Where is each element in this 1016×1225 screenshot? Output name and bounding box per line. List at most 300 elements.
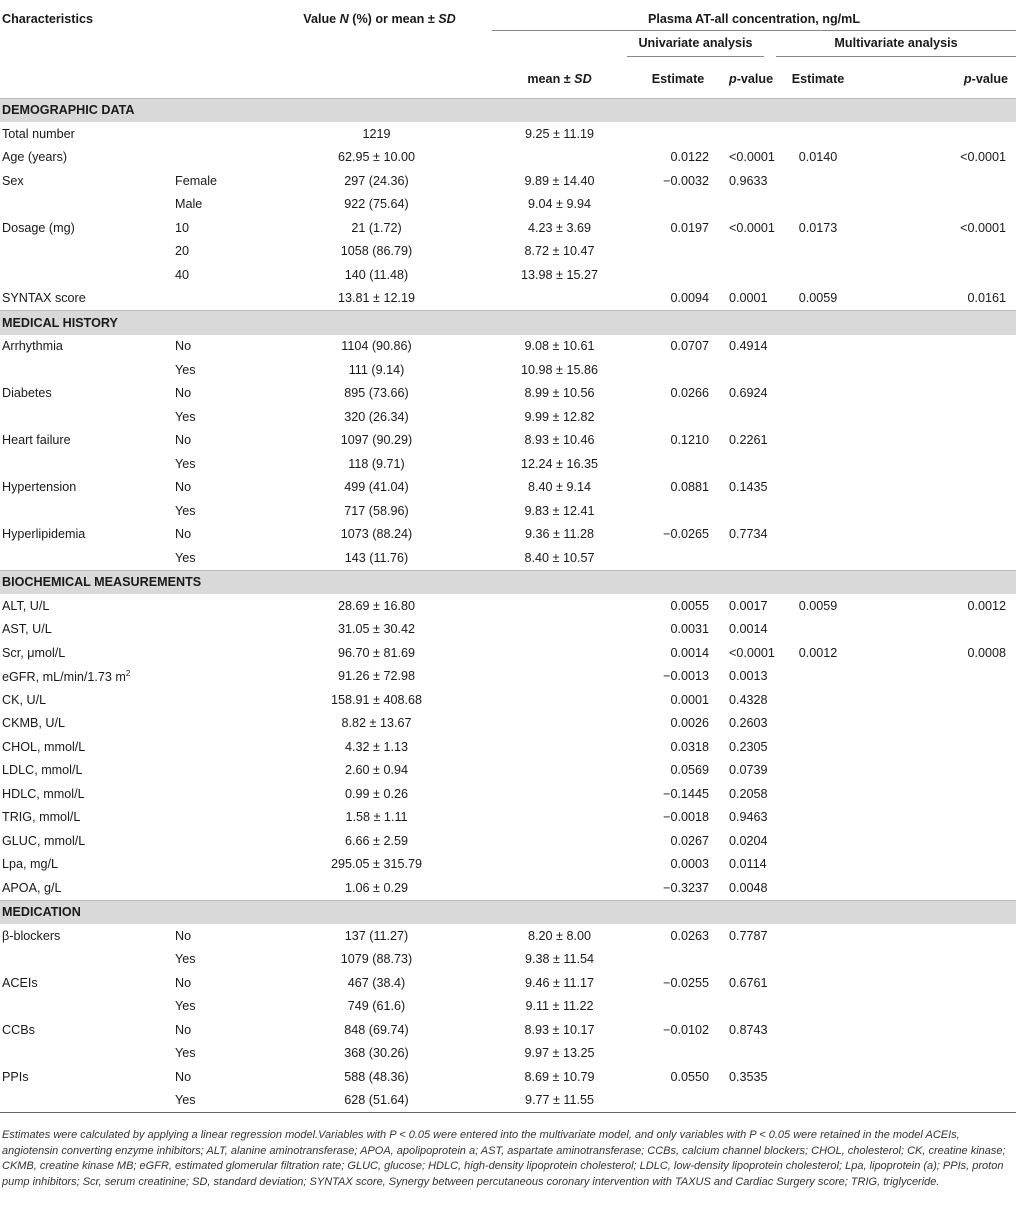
mean-sd-cell: 8.93 ± 10.17 — [524, 1022, 595, 1037]
multi-pvalue-cell — [872, 759, 1016, 783]
multi-pvalue-cell — [872, 429, 1016, 453]
table-row — [0, 382, 1016, 406]
category-cell — [173, 712, 267, 736]
characteristic-cell: APOA, g/L — [2, 880, 62, 895]
category-cell — [173, 806, 267, 830]
multi-pvalue-cell — [872, 688, 1016, 712]
uni-pvalue-cell: 0.7734 — [729, 527, 768, 542]
characteristic-cell: Age (years) — [2, 150, 68, 165]
mean-sd-cell — [492, 594, 627, 618]
multi-estimate-cell: 0.0140 — [798, 150, 838, 165]
uni-estimate-cell: 0.0122 — [670, 150, 710, 165]
category-cell: Yes — [175, 952, 196, 967]
multi-pvalue-cell — [872, 1018, 1016, 1042]
table-row — [0, 1089, 1016, 1113]
multi-estimate-cell — [764, 335, 872, 359]
value-cell: 368 (30.26) — [344, 1046, 409, 1061]
table-row — [0, 641, 1016, 665]
characteristic-cell: Hypertension — [2, 480, 77, 495]
characteristic-cell: Scr, μmol/L — [2, 645, 66, 660]
multi-pvalue-cell — [872, 665, 1016, 689]
section-title: MEDICAL HISTORY — [0, 311, 1016, 335]
category-cell — [173, 853, 267, 877]
uni-estimate-cell: 0.0318 — [670, 739, 710, 754]
multi-pvalue-cell — [872, 806, 1016, 830]
characteristic-cell: CK, U/L — [2, 692, 47, 707]
table-row — [0, 1065, 1016, 1089]
category-cell — [173, 146, 267, 170]
multi-pvalue-cell — [872, 995, 1016, 1019]
characteristic-cell: Lpa, mg/L — [2, 857, 59, 872]
uni-estimate-cell — [627, 405, 729, 429]
multi-pvalue-cell — [872, 405, 1016, 429]
uni-estimate-cell — [627, 546, 729, 570]
mean-sd-cell: 9.97 ± 13.25 — [524, 1046, 595, 1061]
table-row — [0, 263, 1016, 287]
table-row — [0, 523, 1016, 547]
uni-estimate-cell: 0.0094 — [670, 291, 710, 306]
uni-pvalue-cell — [729, 122, 764, 146]
section-row — [0, 570, 1016, 594]
mean-sd-cell: 8.69 ± 10.79 — [524, 1069, 595, 1084]
table-row — [0, 452, 1016, 476]
uni-estimate-cell: 0.0031 — [670, 622, 710, 637]
category-cell — [173, 688, 267, 712]
value-cell: 91.26 ± 72.98 — [338, 669, 415, 684]
category-cell — [173, 594, 267, 618]
category-cell — [173, 876, 267, 900]
category-cell: No — [175, 339, 192, 354]
category-cell: Yes — [175, 999, 196, 1014]
characteristic-cell: β-blockers — [2, 928, 61, 943]
mean-sd-cell: 8.40 ± 9.14 — [528, 480, 591, 495]
section-row — [0, 311, 1016, 335]
table-row — [0, 1018, 1016, 1042]
table-row — [0, 948, 1016, 972]
multi-estimate-cell — [764, 523, 872, 547]
header-univariate: Univariate analysis — [627, 30, 764, 61]
header-plasma: Plasma AT-all concentration, ng/mL — [492, 0, 1016, 30]
table-row — [0, 287, 1016, 311]
characteristic-cell: Sex — [2, 173, 24, 188]
value-cell: 0.99 ± 0.26 — [345, 786, 408, 801]
uni-estimate-cell: −0.0255 — [663, 975, 710, 990]
multi-pvalue-cell — [872, 193, 1016, 217]
uni-estimate-cell: 0.0267 — [670, 833, 710, 848]
multi-pvalue-cell — [872, 263, 1016, 287]
table-row — [0, 429, 1016, 453]
table-row — [0, 995, 1016, 1019]
value-cell: 158.91 ± 408.68 — [331, 692, 422, 707]
uni-estimate-cell — [627, 452, 729, 476]
category-cell — [173, 287, 267, 311]
category-cell — [173, 829, 267, 853]
table-footnote: Estimates were calculated by applying a linear regression model.Variables with P < 0.05 were entered into the multivariate model, and only variables with P < 0.05 were retained in the model ACEIs, angiotensin converting enzyme inhibitors; ALT, alanine aminotransferase; APOA, apolipoprotein a; AST, aspartate aminotransferase; CCBs, calcium channel blockers; CHOL, cholesterol; CK, creatine kinase; CKMB, creatine kinase MB; eGFR, estimated glomerular filtration rate; GLUC, glucose; HDLC, high-density lipoprotein cholesterol; LDLC, low-density lipoprotein cholesterol; Lpa, lipoprotein (a); PPIs, proton pump inhibitors; Scr, serum creatinine; SD, standard deviation; SYNTAX score, Synergy between percutaneous coronary intervention with TAXUS and Cardiac Surgery score; TRIG, triglyceride. — [2, 1129, 1006, 1188]
mean-sd-cell: 9.83 ± 12.41 — [524, 503, 595, 518]
value-cell: 1.06 ± 0.29 — [345, 880, 408, 895]
value-cell: 1058 (86.79) — [340, 244, 413, 259]
uni-pvalue-cell — [729, 193, 764, 217]
superscript: 2 — [125, 668, 131, 678]
value-cell: 320 (26.34) — [344, 409, 409, 424]
uni-estimate-cell: 0.0055 — [670, 598, 710, 613]
mean-sd-cell: 8.40 ± 10.57 — [524, 550, 595, 565]
multi-pvalue-cell — [872, 853, 1016, 877]
uni-pvalue-cell — [729, 948, 764, 972]
multi-pvalue-cell — [872, 169, 1016, 193]
table-row — [0, 665, 1016, 689]
section-title: MEDICATION — [0, 900, 1016, 924]
uni-pvalue-cell: 0.7787 — [729, 928, 768, 943]
category-cell: No — [175, 975, 192, 990]
table-row — [0, 829, 1016, 853]
header-uni-estimate: Estimate — [651, 72, 705, 86]
table-row — [0, 240, 1016, 264]
multi-pvalue-cell — [872, 382, 1016, 406]
uni-estimate-cell: −0.3237 — [663, 880, 710, 895]
uni-estimate-cell: 0.0881 — [670, 480, 710, 495]
value-cell: 922 (75.64) — [344, 197, 409, 212]
value-cell: 118 (9.71) — [348, 456, 405, 471]
table-row — [0, 759, 1016, 783]
uni-pvalue-cell: 0.2603 — [729, 716, 768, 731]
category-cell — [173, 641, 267, 665]
characteristic-cell — [0, 193, 173, 217]
mean-sd-cell: 4.23 ± 3.69 — [528, 220, 591, 235]
uni-estimate-cell — [627, 358, 729, 382]
category-cell — [173, 665, 267, 689]
multi-pvalue-cell — [872, 335, 1016, 359]
uni-pvalue-cell — [729, 405, 764, 429]
mean-sd-cell — [492, 853, 627, 877]
characteristic-cell — [0, 405, 173, 429]
uni-estimate-cell — [627, 499, 729, 523]
table-row — [0, 405, 1016, 429]
multi-pvalue-cell — [872, 523, 1016, 547]
uni-pvalue-cell: 0.8743 — [729, 1022, 768, 1037]
uni-pvalue-cell — [729, 452, 764, 476]
uni-estimate-cell — [627, 122, 729, 146]
uni-pvalue-cell: 0.0048 — [729, 880, 768, 895]
table-row — [0, 924, 1016, 948]
multi-estimate-cell — [764, 429, 872, 453]
multi-pvalue-cell: 0.0008 — [967, 645, 1007, 660]
section-row — [0, 900, 1016, 924]
multi-estimate-cell — [764, 995, 872, 1019]
category-cell: No — [175, 1069, 192, 1084]
value-cell: 13.81 ± 12.19 — [338, 291, 415, 306]
value-cell: 4.32 ± 1.13 — [345, 739, 408, 754]
uni-pvalue-cell — [729, 1042, 764, 1066]
multi-pvalue-cell — [872, 1089, 1016, 1113]
header-row-3 — [0, 61, 1016, 99]
multi-pvalue-cell: 0.0012 — [967, 598, 1007, 613]
uni-estimate-cell: 0.0003 — [670, 857, 710, 872]
table-row — [0, 618, 1016, 642]
value-cell: 137 (11.27) — [344, 928, 409, 943]
uni-estimate-cell: 0.0569 — [670, 763, 710, 778]
mean-sd-cell: 10.98 ± 15.86 — [521, 362, 598, 377]
uni-pvalue-cell: <0.0001 — [729, 220, 775, 235]
value-cell: 895 (73.66) — [344, 386, 409, 401]
mean-sd-cell: 9.36 ± 11.28 — [525, 527, 595, 542]
multi-estimate-cell — [764, 853, 872, 877]
value-cell: 111 (9.14) — [348, 362, 405, 377]
multi-pvalue-cell — [872, 782, 1016, 806]
header-uni-pvalue: p-value — [729, 72, 774, 86]
multi-estimate-cell — [764, 546, 872, 570]
characteristic-cell: Heart failure — [2, 433, 71, 448]
uni-estimate-cell: 0.0550 — [670, 1069, 710, 1084]
uni-estimate-cell — [627, 995, 729, 1019]
multi-pvalue-cell — [872, 546, 1016, 570]
mean-sd-cell — [492, 665, 627, 689]
uni-estimate-cell — [627, 193, 729, 217]
value-cell: 588 (48.36) — [344, 1069, 409, 1084]
characteristic-cell — [0, 499, 173, 523]
table-row — [0, 594, 1016, 618]
multi-pvalue-cell — [872, 924, 1016, 948]
uni-pvalue-cell — [729, 358, 764, 382]
table-row — [0, 122, 1016, 146]
header-row-1 — [0, 0, 1016, 30]
multi-estimate-cell — [764, 735, 872, 759]
multi-pvalue-cell — [872, 1065, 1016, 1089]
uni-pvalue-cell: 0.9463 — [729, 810, 768, 825]
value-cell: 1097 (90.29) — [340, 433, 413, 448]
value-cell: 848 (69.74) — [344, 1022, 409, 1037]
multi-pvalue-cell — [872, 1042, 1016, 1066]
value-cell: 749 (61.6) — [347, 999, 406, 1014]
uni-pvalue-cell: 0.3535 — [729, 1069, 768, 1084]
uni-pvalue-cell: 0.0114 — [729, 857, 767, 872]
multi-pvalue-cell — [872, 122, 1016, 146]
uni-pvalue-cell — [729, 1089, 764, 1113]
table-row — [0, 476, 1016, 500]
multi-pvalue-cell — [872, 618, 1016, 642]
multi-pvalue-cell — [872, 948, 1016, 972]
category-cell: 20 — [175, 244, 190, 259]
multi-pvalue-cell — [872, 971, 1016, 995]
multi-pvalue-cell — [872, 476, 1016, 500]
characteristic-cell: HDLC, mmol/L — [2, 786, 85, 801]
mean-sd-cell: 9.04 ± 9.94 — [528, 197, 591, 212]
category-cell: Yes — [173, 1089, 267, 1113]
category-cell — [173, 782, 267, 806]
uni-pvalue-cell: 0.2261 — [729, 433, 768, 448]
table-row — [0, 499, 1016, 523]
value-cell: 628 (51.64) — [267, 1089, 492, 1113]
section-title: BIOCHEMICAL MEASUREMENTS — [0, 570, 1016, 594]
uni-estimate-cell: 0.0263 — [670, 928, 710, 943]
category-cell: 10 — [175, 220, 190, 235]
multi-estimate-cell — [764, 688, 872, 712]
mean-sd-cell: 9.89 ± 14.40 — [524, 173, 595, 188]
uni-pvalue-cell: 0.6924 — [729, 386, 768, 401]
characteristic-cell: CKMB, U/L — [2, 716, 65, 731]
multi-estimate-cell — [764, 618, 872, 642]
multi-estimate-cell: 0.0012 — [798, 645, 838, 660]
category-cell: Female — [175, 173, 217, 188]
uni-estimate-cell: 0.0014 — [670, 645, 710, 660]
category-cell — [173, 759, 267, 783]
multi-estimate-cell — [764, 1065, 872, 1089]
value-cell: 21 (1.72) — [351, 220, 402, 235]
characteristic-cell: CCBs — [2, 1022, 35, 1037]
uni-estimate-cell: −0.1445 — [663, 786, 710, 801]
multi-estimate-cell — [764, 169, 872, 193]
characteristic-cell: ALT, U/L — [2, 598, 50, 613]
uni-pvalue-cell: 0.1435 — [729, 480, 768, 495]
characteristic-cell: ACEIs — [2, 975, 38, 990]
mean-sd-cell — [492, 146, 627, 170]
category-cell: Yes — [175, 503, 196, 518]
uni-pvalue-cell — [729, 263, 764, 287]
mean-sd-cell: 9.46 ± 11.17 — [525, 975, 595, 990]
table-row — [0, 782, 1016, 806]
table-row — [0, 712, 1016, 736]
table-row — [0, 216, 1016, 240]
multi-pvalue-cell: <0.0001 — [960, 150, 1007, 165]
uni-pvalue-cell — [729, 240, 764, 264]
mean-sd-cell: 9.99 ± 12.82 — [524, 409, 595, 424]
multi-pvalue-cell — [872, 829, 1016, 853]
multi-estimate-cell — [764, 382, 872, 406]
value-cell: 2.60 ± 0.94 — [345, 763, 408, 778]
value-cell: 717 (58.96) — [344, 503, 409, 518]
multi-estimate-cell: 0.0059 — [798, 291, 838, 306]
value-cell: 1219 — [362, 126, 391, 141]
table-row — [0, 146, 1016, 170]
mean-sd-cell — [492, 735, 627, 759]
characteristic-cell — [0, 240, 173, 264]
characteristic-cell — [0, 1089, 173, 1113]
category-cell: 40 — [175, 267, 190, 282]
value-cell: 499 (41.04) — [344, 480, 409, 495]
uni-pvalue-cell: 0.0739 — [729, 763, 768, 778]
multi-estimate-cell — [764, 263, 872, 287]
multi-estimate-cell: 0.0173 — [798, 220, 838, 235]
table-body — [0, 98, 1016, 1113]
value-cell: 1.58 ± 1.11 — [345, 810, 408, 825]
section-row — [0, 98, 1016, 122]
multi-estimate-cell — [764, 405, 872, 429]
uni-estimate-cell: −0.0102 — [663, 1022, 710, 1037]
header-multivariate: Multivariate analysis — [764, 30, 1016, 61]
mean-sd-cell: 8.72 ± 10.47 — [524, 244, 595, 259]
multi-estimate-cell — [764, 924, 872, 948]
uni-estimate-cell — [627, 240, 729, 264]
category-cell — [173, 735, 267, 759]
characteristic-cell: Total number — [2, 126, 75, 141]
uni-pvalue-cell — [729, 546, 764, 570]
uni-pvalue-cell: 0.4328 — [729, 692, 768, 707]
multi-estimate-cell — [764, 712, 872, 736]
uni-pvalue-cell: 0.9633 — [729, 173, 768, 188]
value-cell: 8.82 ± 13.67 — [341, 716, 412, 731]
multi-estimate-cell — [764, 240, 872, 264]
header-value: Value N (%) or mean ± SD — [303, 12, 456, 26]
multi-estimate-cell — [764, 1089, 872, 1113]
characteristic-cell: Diabetes — [2, 386, 52, 401]
uni-estimate-cell: −0.0032 — [663, 173, 710, 188]
value-cell: 28.69 ± 16.80 — [338, 598, 415, 613]
category-cell: No — [175, 433, 192, 448]
value-cell: 1073 (88.24) — [340, 527, 413, 542]
value-cell: 143 (11.76) — [344, 550, 409, 565]
mean-sd-cell — [492, 618, 627, 642]
mean-sd-cell: 8.93 ± 10.46 — [524, 433, 595, 448]
table-row — [0, 688, 1016, 712]
uni-pvalue-cell: <0.0001 — [729, 645, 775, 660]
uni-pvalue-cell: 0.4914 — [729, 339, 768, 354]
characteristic-text: eGFR, mL/min/1.73 m — [2, 669, 126, 684]
uni-pvalue-cell: 0.0014 — [729, 622, 768, 637]
uni-estimate-cell: 0.1210 — [670, 433, 710, 448]
multi-estimate-cell — [764, 122, 872, 146]
characteristic-cell: PPIs — [2, 1069, 29, 1084]
characteristic-cell — [0, 452, 173, 476]
mean-sd-cell: 9.25 ± 11.19 — [525, 126, 595, 141]
header-characteristics: Characteristics — [2, 12, 94, 26]
characteristic-cell — [0, 948, 173, 972]
category-cell — [173, 618, 267, 642]
table-row — [0, 971, 1016, 995]
multi-estimate-cell — [764, 452, 872, 476]
table-row — [0, 735, 1016, 759]
mean-sd-cell: 9.08 ± 10.61 — [524, 339, 595, 354]
characteristic-cell: SYNTAX score — [2, 291, 86, 306]
characteristic-cell — [0, 995, 173, 1019]
uni-pvalue-cell: <0.0001 — [729, 150, 775, 165]
multi-estimate-cell: 0.0059 — [798, 598, 838, 613]
mean-sd-cell: 8.99 ± 10.56 — [524, 386, 595, 401]
mean-sd-cell — [492, 829, 627, 853]
mean-sd-cell: 9.38 ± 11.54 — [525, 952, 595, 967]
multi-estimate-cell — [764, 759, 872, 783]
mean-sd-cell — [492, 782, 627, 806]
value-cell: 1104 (90.86) — [341, 339, 412, 354]
uni-pvalue-cell: 0.0204 — [729, 833, 768, 848]
category-cell: No — [175, 928, 192, 943]
value-cell: 295.05 ± 315.79 — [331, 857, 422, 872]
value-cell: 467 (38.4) — [347, 975, 406, 990]
section-title: DEMOGRAPHIC DATA — [0, 98, 1016, 122]
category-cell: No — [175, 386, 192, 401]
category-cell: Yes — [175, 550, 196, 565]
mean-sd-cell — [492, 712, 627, 736]
characteristic-cell: LDLC, mmol/L — [2, 763, 83, 778]
multi-pvalue-cell — [872, 499, 1016, 523]
uni-estimate-cell — [627, 1089, 729, 1113]
category-cell: No — [175, 1022, 192, 1037]
uni-estimate-cell: 0.0707 — [670, 339, 710, 354]
uni-pvalue-cell — [729, 995, 764, 1019]
characteristic-cell — [0, 263, 173, 287]
characteristic-cell: AST, U/L — [2, 622, 52, 637]
characteristic-cell — [0, 358, 173, 382]
mean-sd-cell — [492, 287, 627, 311]
mean-sd-cell — [492, 876, 627, 900]
uni-estimate-cell — [627, 263, 729, 287]
uni-estimate-cell: 0.0026 — [670, 716, 710, 731]
uni-pvalue-cell: 0.6761 — [729, 975, 768, 990]
uni-estimate-cell: 0.0001 — [670, 692, 710, 707]
characteristic-cell: CHOL, mmol/L — [2, 739, 86, 754]
multi-pvalue-cell: <0.0001 — [960, 220, 1007, 235]
value-cell: 96.70 ± 81.69 — [338, 645, 415, 660]
multi-estimate-cell — [764, 499, 872, 523]
